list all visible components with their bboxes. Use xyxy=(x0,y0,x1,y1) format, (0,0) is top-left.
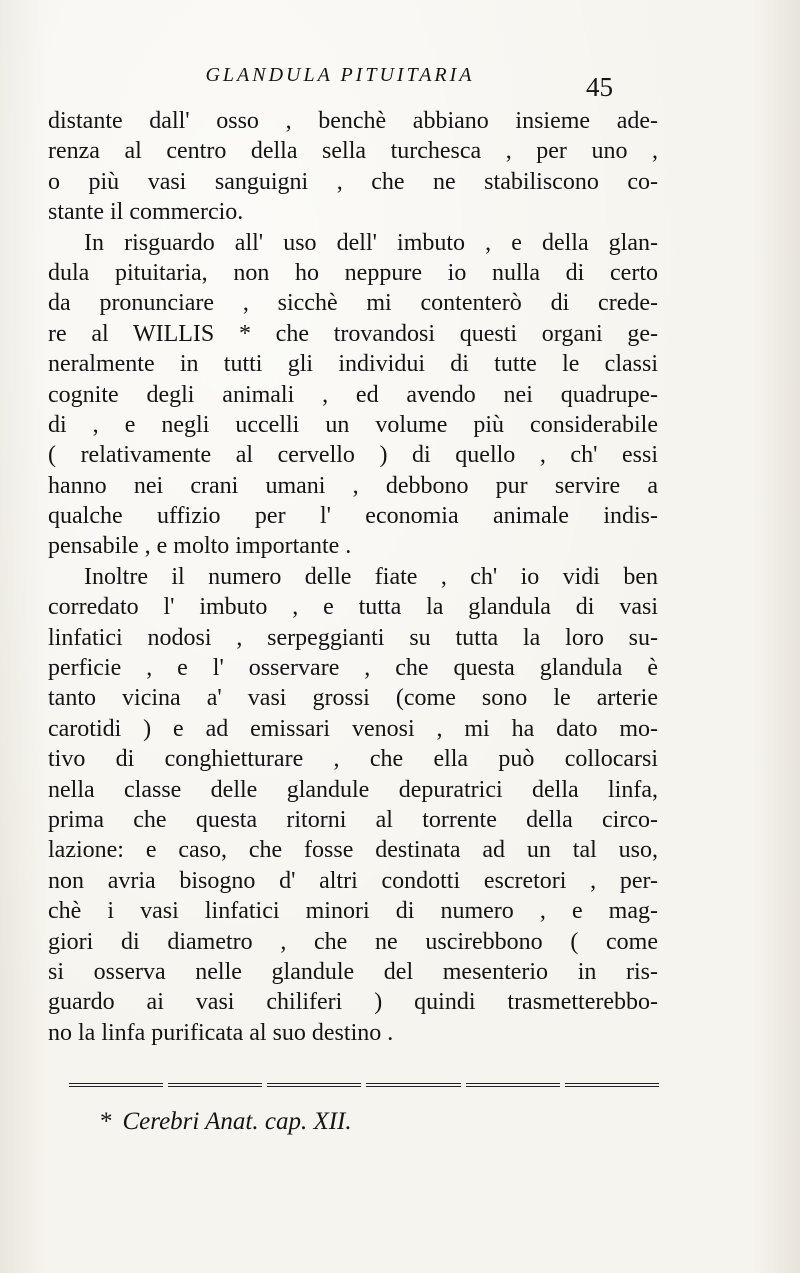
text-line: Inoltre il numero delle fiate , ch' io vidi ben xyxy=(84,563,658,590)
text-line: giori di diametro , che ne uscirebbono ( come xyxy=(48,928,658,955)
text-line: lazione: e caso, che fosse destinata ad un tal uso, xyxy=(48,837,658,864)
text-line: In risguardo all' uso dell' imbuto , e della glan- xyxy=(84,229,658,256)
body-text xyxy=(48,106,658,1048)
text-line: qualche uffizio per l' economia animale indis- xyxy=(48,503,658,530)
text-line: da pronunciare , sicchè mi contenterò di crede- xyxy=(48,290,658,317)
text-line: tanto vicina a' vasi grossi (come sono le arterie xyxy=(48,685,658,712)
footnote-text: Cerebri Anat. cap. XII. xyxy=(122,1108,352,1135)
footnote-marker: * xyxy=(100,1108,113,1135)
text-line: corredato l' imbuto , e tutta la glandula di vasi xyxy=(48,594,658,621)
text-line: nella classe delle glandule depuratrici della linfa, xyxy=(48,776,658,803)
text-line: tivo di conghietturare , che ella può collocarsi xyxy=(48,746,658,773)
text-line: ( relativamente al cervello ) di quello , ch' essi xyxy=(48,442,658,469)
text-line: guardo ai vasi chiliferi ) quindi trasmetterebbo- xyxy=(48,989,658,1016)
text-line: re al WILLIS * che trovandosi questi organi ge- xyxy=(48,320,658,347)
text-line: hanno nei crani umani , debbono pur servire a xyxy=(48,472,658,499)
footnote xyxy=(100,1108,352,1136)
text-line: distante dall' osso , benchè abbiano insieme ade- xyxy=(48,108,658,134)
text-line: no la linfa purificata al suo destino . xyxy=(48,1019,394,1046)
text-line: non avria bisogno d' altri condotti escretori , per- xyxy=(48,867,658,894)
page-number: 45 xyxy=(586,72,613,102)
text-line: di , e negli uccelli un volume più considerabile xyxy=(48,411,658,438)
text-line: cognite degli animali , ed avendo nei quadrupe- xyxy=(48,381,658,408)
text-line: perficie , e l' osservare , che questa glandula è xyxy=(48,655,658,682)
text-line: o più vasi sanguigni , che ne stabiliscono co- xyxy=(48,168,658,195)
running-title: GLANDULA PITUITARIA xyxy=(205,64,475,86)
text-line: carotidi ) e ad emissari venosi , mi ha dato mo- xyxy=(48,715,658,742)
text-line: pensabile , e molto importante . xyxy=(48,533,352,560)
text-line: si osserva nelle glandule del mesenterio in ris- xyxy=(48,958,658,985)
text-line: dula pituitaria, non ho neppure io nulla di certo xyxy=(48,259,658,286)
text-line: neralmente in tutti gli individui di tutte le classi xyxy=(48,351,658,378)
footnote-divider xyxy=(64,1083,664,1087)
text-line: stante il commercio. xyxy=(48,199,244,226)
text-line: renza al centro della sella turchesca , per uno , xyxy=(48,138,658,165)
text-line: chè i vasi linfatici minori di numero , e mag- xyxy=(48,898,658,925)
text-line: prima che questa ritorni al torrente della circo- xyxy=(48,806,658,833)
text-line: linfatici nodosi , serpeggianti su tutta la loro su- xyxy=(48,624,658,651)
